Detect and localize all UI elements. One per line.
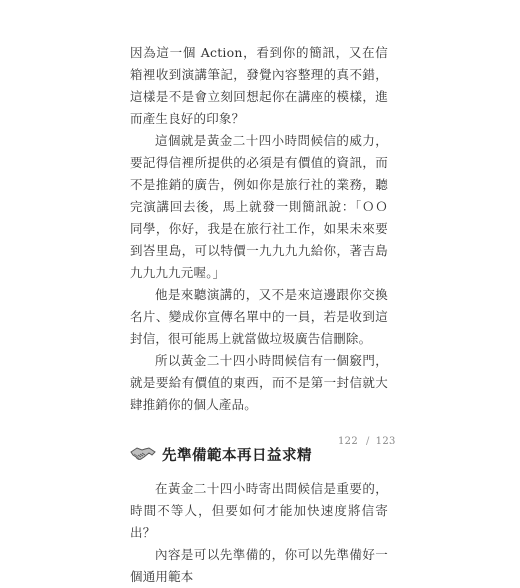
handshake-icon: [130, 445, 156, 463]
paragraph-1: 因為這一個 Action，看到你的簡訊，又在信箱裡收到演講筆記，發覺內容整理的真不錯，這樣是不是會立刻回想起你在講座的模樣，進而產生良好的印象？: [130, 45, 388, 126]
section-title: 先準備範本再日益求精: [162, 447, 312, 464]
paragraph-6: 內容是可以先準備的，你可以先準備好一個通用範本: [130, 547, 388, 584]
paragraph-4: 所以黃金二十四小時問候信有一個竅門，就是要給有價值的東西，而不是第一封信就大肆推銷你的個人產品。: [130, 353, 388, 412]
page-number: [338, 436, 396, 447]
page-number-separator: /: [366, 436, 370, 447]
page-content: [130, 42, 388, 588]
paragraph-3: 他是來聽演講的，又不是來這邊跟你交換名片、變成你宣傳名單中的一員，若是收到這封信，很可能馬上就當做垃圾廣告信刪除。: [130, 287, 388, 346]
paragraph-5: 在黃金二十四小時寄出問候信是重要的，時間不等人，但要如何才能加快速度將信寄出？: [130, 481, 388, 540]
page-number-total: 123: [375, 436, 396, 447]
paragraph-2: 這個就是黃金二十四小時問候信的威力，要記得信裡所提供的必須是有價值的資訊，而不是推銷的廣告，例如你是旅行社的業務，聽完演講回去後，馬上就發一則簡訊說：「ＯＯ同學，你好，我是在旅行社工作，如果未來要到峇里島，可以特價一九九九九給你，著吉島九九九九元喔。」: [130, 133, 388, 280]
page-number-current: 122: [338, 436, 358, 447]
